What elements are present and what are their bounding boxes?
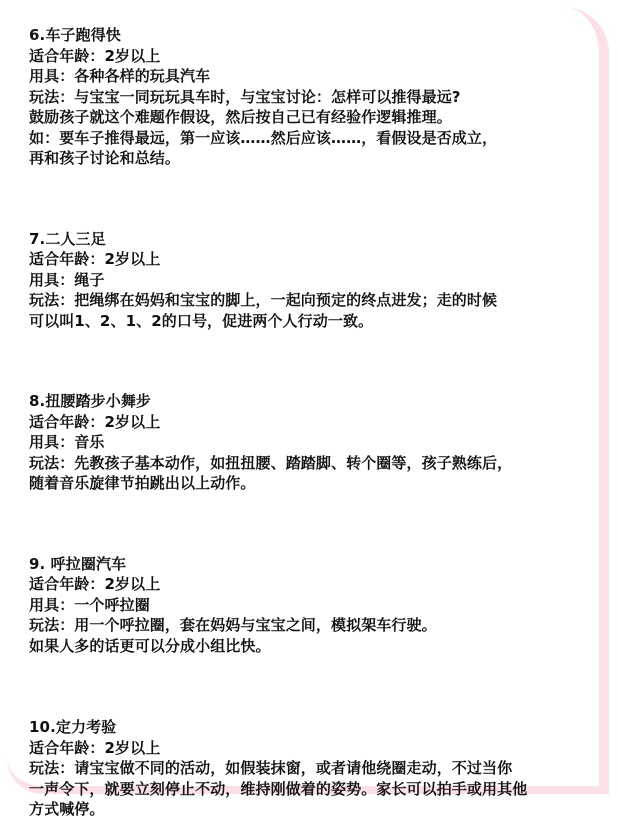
- age-line: 适合年龄：2岁以上: [29, 575, 161, 593]
- text-line: 方式喊停。: [29, 800, 105, 818]
- text-line: 如：要车子推得最远，第一应该……然后应该……，看假设是否成立，: [29, 128, 498, 147]
- section-7: [29, 229, 599, 332]
- document-content: [29, 25, 599, 820]
- section-6: [29, 25, 599, 169]
- tools-line: 用具：音乐: [29, 433, 105, 451]
- section-9: [29, 554, 599, 657]
- text-line: 一声令下，就要立刻停止不动，维持刚做着的姿势。家长可以拍手或用其他: [29, 779, 528, 798]
- document-card: [7, 7, 609, 818]
- tools-line: 用具：一个呼拉圈: [29, 595, 150, 614]
- section-title: 6.车子跑得快: [29, 26, 121, 44]
- play-line: 玩法：请宝宝做不同的活动，如假装抹窗，或者请他绕圈走动，不过当你: [29, 759, 513, 777]
- section-10: [29, 717, 599, 820]
- tools-line: 用具：绳子: [29, 270, 105, 289]
- text-line: 随着音乐旋律节拍跳出以上动作。: [29, 474, 256, 492]
- play-line: 玩法：先教孩子基本动作，如扭扭腰、踏踏脚、转个圈等，孩子熟练后，: [29, 453, 513, 472]
- age-line: 适合年龄：2岁以上: [29, 250, 161, 268]
- age-line: 适合年龄：2岁以上: [29, 412, 161, 431]
- text-line: 如果人多的话更可以分成小组比快。: [29, 636, 271, 655]
- section-8: [29, 391, 599, 494]
- section-title: 9. 呼拉圈汽车: [29, 554, 127, 573]
- text-line: 可以叫1、2、1、2的口号，促进两个人行动一致。: [29, 311, 374, 330]
- section-title: 7.二人三足: [29, 229, 106, 248]
- play-line: 玩法：把绳绑在妈妈和宝宝的脚上，一起向预定的终点进发；走的时候: [29, 291, 498, 309]
- section-title: 8.扭腰踏步小舞步: [29, 392, 152, 410]
- play-line: 玩法：用一个呼拉圈，套在妈妈与宝宝之间，模拟架车行驶。: [29, 616, 437, 634]
- text-line: 再和孩子讨论和总结。: [29, 149, 181, 167]
- play-line: 玩法：与宝宝一同玩玩具车时，与宝宝讨论：怎样可以推得最远?: [29, 87, 461, 106]
- tools-line: 用具：各种各样的玩具汽车: [29, 67, 211, 85]
- age-line: 适合年龄：2岁以上: [29, 738, 161, 757]
- text-line: 鼓励孩子就这个难题作假设，然后按自己已有经验作逻辑推理。: [29, 108, 452, 126]
- section-title: 10.定力考验: [29, 718, 117, 736]
- age-line: 适合年龄：2岁以上: [29, 46, 161, 65]
